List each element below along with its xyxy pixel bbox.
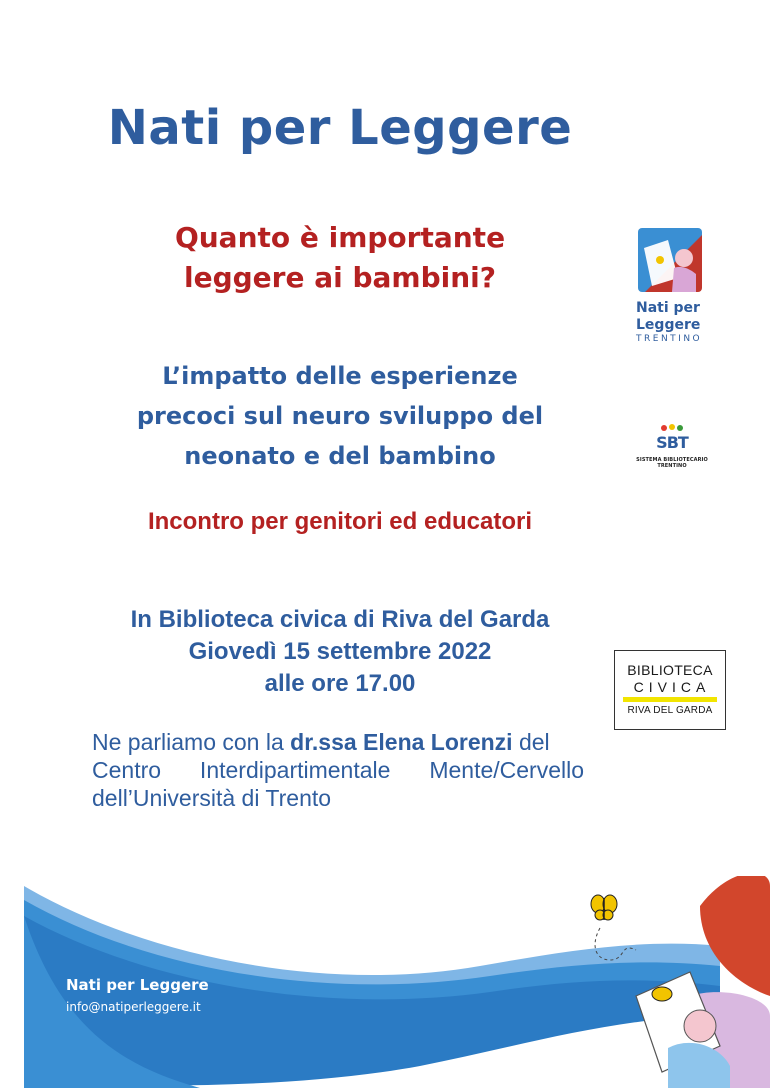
speaker-name: dr.ssa Elena Lorenzi (290, 729, 513, 755)
npl-trentino-logo (634, 228, 724, 344)
subtitle-line-3: neonato e del bambino (184, 442, 496, 470)
question-line-2: leggere ai bambini? (184, 261, 496, 294)
butterfly-icon (591, 895, 617, 920)
footer-brand: Nati per Leggere (66, 976, 209, 994)
sbt-caption: SISTEMA BIBLIOTECARIO TRENTINO (636, 457, 708, 469)
speaker-line-2: Centro Interdipartimentale Mente/Cervello (92, 757, 584, 783)
biblioteca-line-3: RIVA DEL GARDA (627, 705, 713, 716)
event-date: Giovedì 15 settembre 2022 (188, 638, 492, 665)
reading-child-icon (638, 228, 702, 292)
event-time: alle ore 17.00 (264, 670, 416, 697)
event-details (60, 604, 620, 700)
speaker-line-3: dell’Università di Trento (92, 785, 332, 811)
sbt-logo (622, 424, 722, 469)
npl-logo-image (638, 228, 702, 292)
question-line-1: Quanto è importante (174, 221, 506, 254)
sbt-mark (622, 424, 722, 457)
biblioteca-civica-logo (614, 650, 726, 730)
event-location: In Biblioteca civica di Riva del Garda (130, 606, 550, 633)
npl-logo-line-1: Nati per (636, 300, 700, 316)
talk-subtitle (60, 356, 620, 476)
speaker-info (92, 728, 584, 812)
speaker-line-1 (92, 728, 584, 756)
biblioteca-line-2: CIVICA (633, 679, 711, 695)
question-heading (60, 218, 620, 298)
speaker-prefix: Ne parliamo con la (92, 729, 291, 755)
meeting-audience: Incontro per genitori ed educatori (147, 508, 533, 535)
subtitle-line-2: precoci sul neuro sviluppo del (136, 402, 544, 430)
page-title: Nati per Leggere (107, 100, 573, 156)
sbt-people-icon (652, 424, 692, 452)
speaker-suffix: del (512, 729, 550, 755)
npl-logo-region: TRENTINO (636, 334, 703, 344)
npl-logo-title (636, 300, 724, 334)
sbt-mark-text: SBT (656, 433, 688, 452)
subtitle-line-1: L’impatto delle esperienze (162, 362, 518, 390)
npl-logo-line-2: Leggere (636, 317, 701, 333)
biblioteca-line-1: BIBLIOTECA (627, 662, 713, 678)
biblioteca-yellow-bar (623, 697, 717, 702)
footer-email[interactable]: info@natiperleggere.it (66, 1000, 201, 1014)
